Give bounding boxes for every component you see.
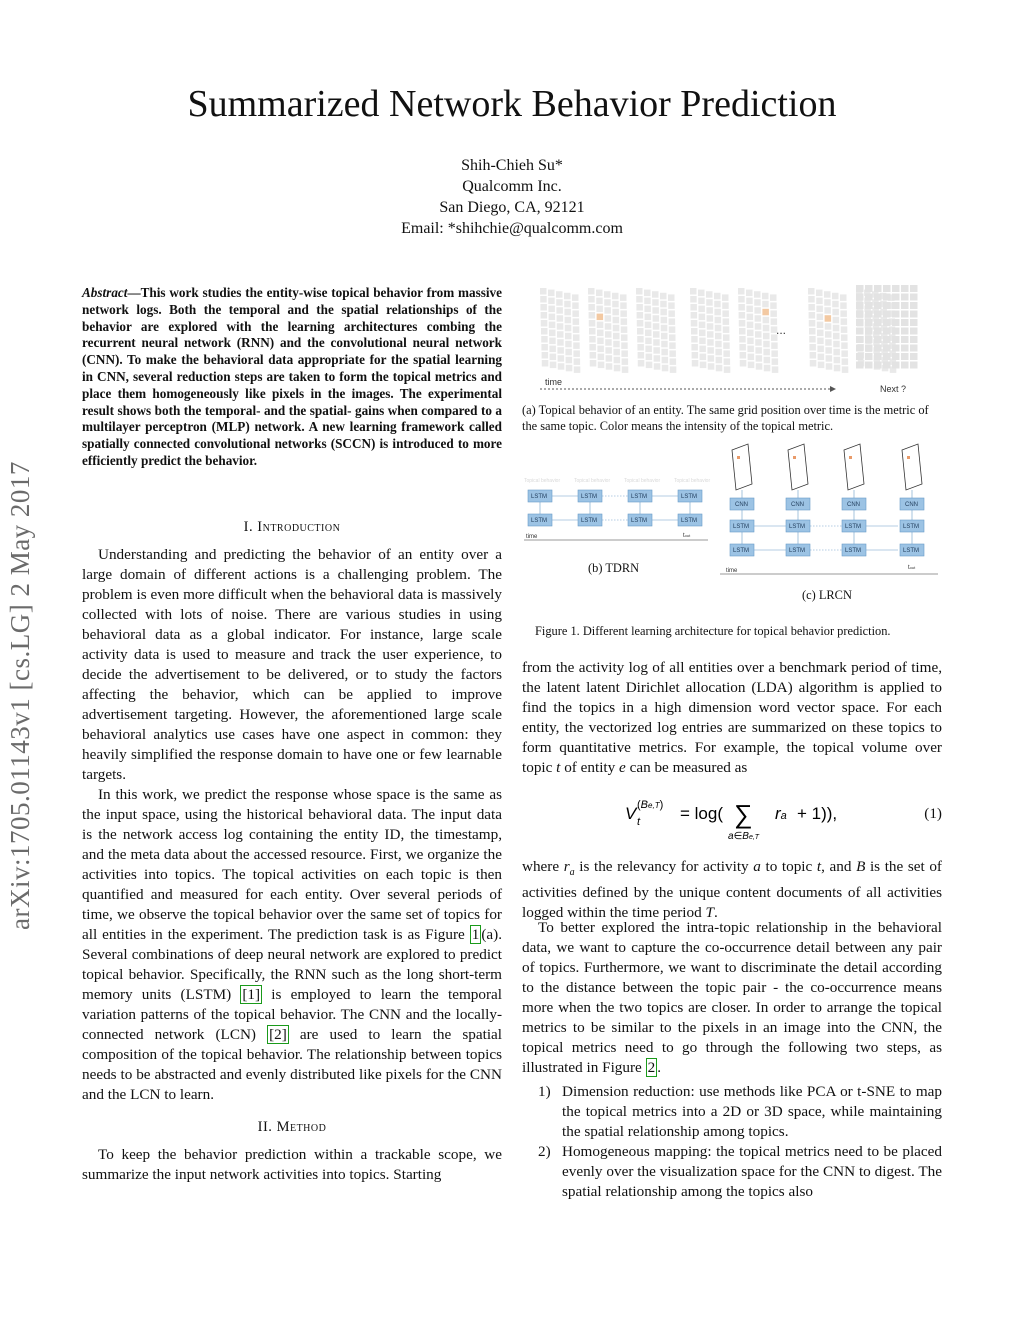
abstract-text: —This work studies the entity-wise topical behavior from massive network logs. Both the temporal and the spatial relationships of the behavior are explored with the learning architectures combing the recurrent neural network (RNN) and the convolutional neural network (CNN). To make the behavioral data appropriate for the spatial learning in CNN, several reduction steps are taken to form the topical metrics and place them homogeneously like pixels in the images. The experimental result shows both the temporal- and the spatial- gains when compared to a multilayer perceptron (MLP) network. A new learning framework called spatially connected convolutional networks (SCCN) is introduced to more efficiently predict the behavior.: [82, 285, 502, 468]
lstm-label: LSTM: [531, 518, 548, 524]
author-affiliation: Qualcomm Inc.: [462, 178, 562, 195]
lstm-label: LSTM: [733, 524, 750, 530]
svg-text:a∈Be,T: a∈Be,T: [728, 831, 760, 842]
time-axis-label: time: [545, 377, 563, 387]
author-block: [0, 155, 1024, 239]
method-paragraph-1: To keep the behavior prediction within a trackable scope, we summarize the input network activities into topics. Starting: [82, 1146, 502, 1183]
equation-number: (1): [924, 805, 942, 822]
arxiv-identifier: arXiv:1705.01143v1 [cs.LG] 2 May 2017: [5, 461, 35, 930]
lstm-label: LSTM: [903, 524, 920, 530]
lrcn-column: [786, 444, 842, 556]
tdrn-out-label: tout: [683, 533, 691, 539]
topic-grid: [690, 288, 730, 373]
equation-1: [522, 795, 942, 845]
abstract-label: Abstract: [82, 285, 128, 300]
intro-paragraph-2: In this work, we predict the response whose space is the same as the input space, using the historical behavioral data. The input data is the network access log containing the entity ID, the timestamp, and the meta data about the accessed resource. First, we organize the activities into topics. The topical activities on each topic is then quantified and measured for each entity. Over several periods of time, we observe the topical behavior over the same set of topics for all entities in the experiment. The prediction task is as Figure 1 (a). Several combinations of deep neural network are explored to predict topical behavior. Specifically, the RNN such as the long short-term memory units (LSTM) [1] is employed to learn the temporal variation patterns of the topical behavior. The CNN and the locally-connected network (LCN) [2] are used to learn the spatial composition of the topical behavior. The relationship between topics needs to be abstracted and evenly distributed like pixels for the CNN and the LCN to learn.: [82, 786, 502, 1103]
lrcn-column: [900, 444, 924, 556]
topic-grid: [636, 288, 676, 373]
input-frame: [788, 444, 808, 490]
list-item: 2) Homogeneous mapping: the topical metrics need to be placed evenly over the visualization space for the CNN to digest. The spatial relationship among the topics also: [538, 1143, 942, 1200]
author-email: Email: *shihchie@qualcomm.com: [401, 220, 623, 237]
input-frame: [732, 444, 752, 490]
figure-reference-link[interactable]: 1: [471, 926, 480, 943]
svg-text:Topical behavior: Topical behavior: [574, 478, 611, 484]
lstm-label: LSTM: [845, 524, 862, 530]
lstm-label: LSTM: [733, 548, 750, 554]
figure-1a-grids: [530, 282, 940, 397]
tdrn-column: [574, 478, 628, 526]
cnn-label: CNN: [791, 502, 804, 508]
svg-text:Topical behavior: Topical behavior: [674, 478, 711, 484]
input-frame: [844, 444, 864, 490]
svg-text:ra: ra: [775, 804, 787, 823]
topic-grid: [808, 288, 848, 373]
right-column-paragraph-1: from the activity log of all entities over a benchmark period of time, the latent latent Dirichlet allocation (LDA) algorithm is applied to find the topics in a high dimension word vector space. For each entity, the vectorized log entries are summarized on these topics to form quantitative metrics. For example, the topical volume over topic t of entity e can be measured as: [522, 659, 942, 776]
lstm-label: LSTM: [681, 518, 698, 524]
lstm-label: LSTM: [581, 494, 598, 500]
svg-text:(Be,T): (Be,T): [637, 799, 664, 811]
lstm-label: LSTM: [789, 548, 806, 554]
equation-1-formula: [522, 795, 882, 845]
lstm-label: LSTM: [903, 548, 920, 554]
svg-text:+ 1)),: + 1)),: [797, 804, 838, 823]
lrcn-out-label: tout: [908, 565, 916, 571]
method-steps-list: [522, 1082, 942, 1202]
svg-text:t: t: [637, 816, 641, 828]
input-frame: [902, 444, 922, 490]
topic-grid: [588, 288, 628, 373]
abstract: [82, 285, 502, 470]
topic-grid: [738, 288, 778, 373]
lstm-label: LSTM: [681, 494, 698, 500]
lrcn-time-label: time: [726, 568, 738, 574]
time-axis-arrow: [830, 386, 836, 392]
svg-text:V: V: [625, 804, 637, 823]
figure-1b-tdrn: [522, 470, 712, 550]
figure-1c-lrcn: [716, 440, 942, 580]
topic-grid: [540, 288, 580, 373]
lstm-label: LSTM: [581, 518, 598, 524]
tdrn-column: [674, 478, 710, 526]
lstm-label: LSTM: [789, 524, 806, 530]
svg-text:Topical behavior: Topical behavior: [524, 478, 561, 484]
left-column: [82, 517, 502, 1185]
tdrn-column: [624, 478, 678, 526]
cnn-label: CNN: [735, 502, 748, 508]
citation-link-2[interactable]: [2]: [269, 1026, 287, 1043]
lstm-label: LSTM: [631, 518, 648, 524]
lstm-label: LSTM: [631, 494, 648, 500]
figure-1-caption: Figure 1. Different learning architecture for topical behavior prediction.: [535, 624, 891, 638]
paper-title: Summarized Network Behavior Prediction: [187, 83, 837, 125]
lrcn-column: [842, 444, 898, 556]
cnn-label: CNN: [847, 502, 860, 508]
figure-2-reference-link[interactable]: 2: [647, 1059, 656, 1076]
svg-text:∑: ∑: [734, 799, 753, 829]
tdrn-column: [524, 478, 578, 526]
svg-text:= log(: = log(: [680, 804, 723, 823]
right-column-paragraph-2: where $r_a$ is the relevancy for activity a to topic t, and B is the set of activities defined by the unique content documents of all activities logged within the time period T.: [522, 858, 942, 922]
intro-paragraph-1: Understanding and predicting the behavior of an entity over a large domain of different actions is a challenging problem. The problem is even more difficult when the behavioral data is massively collected with lots of noise. There are various studies in using behavioral data as a global indicator. For instance, large scale activity data is used to measure and track the user experience, to decide the advertisement to be delivered, or to study the factors affecting the behavior, which can be applied to improve advertisement targeting. However, the aforementioned large scale behavioral analytics use cases have one aspect in common: they heavily simplified the response domain to have one or few learnable targets.: [82, 546, 502, 783]
list-item: 1) Dimension reduction: use methods like PCA or t-SNE to map the topical metrics into a 2D or 3D space, while maintaining the spatial relationship among topics.: [538, 1083, 942, 1140]
author-name: Shih-Chieh Su*: [461, 157, 563, 174]
section-heading-introduction: I. Introduction: [243, 519, 341, 535]
right-column-paragraph-3: To better explored the intra-topic relationship in the behavioral data, we want to capture the co-occurrence detail between any pair of topics. Furthermore, we want to discriminate the detail according to the distance between the topic pair - the co-occurrence means more when the two topics are closer. In order to arrange the topical metrics to be similar to the pixels in an image into the CNN, the topical metrics need to go through the following two steps, as illustrated in Figure 2 .: [522, 919, 942, 1076]
next-label: Next ?: [880, 384, 907, 394]
section-heading-method: II. Method: [257, 1119, 327, 1135]
cnn-label: CNN: [905, 502, 918, 508]
figure-1b-caption: (b) TDRN: [588, 561, 640, 575]
tdrn-time-label: time: [526, 534, 538, 540]
lrcn-column: [730, 444, 786, 556]
figure-1a-caption: (a) Topical behavior of an entity. The same grid position over time is the metric of the same topic. Color means the intensity of the topical metric.: [522, 403, 929, 433]
figure-1c-caption: (c) LRCN: [802, 588, 852, 602]
citation-link-1[interactable]: [1]: [242, 986, 261, 1003]
author-address: San Diego, CA, 92121: [439, 199, 585, 216]
svg-text:Topical behavior: Topical behavior: [624, 478, 661, 484]
lstm-label: LSTM: [845, 548, 862, 554]
grid-ellipsis: ...: [776, 323, 787, 337]
lstm-label: LSTM: [531, 494, 548, 500]
